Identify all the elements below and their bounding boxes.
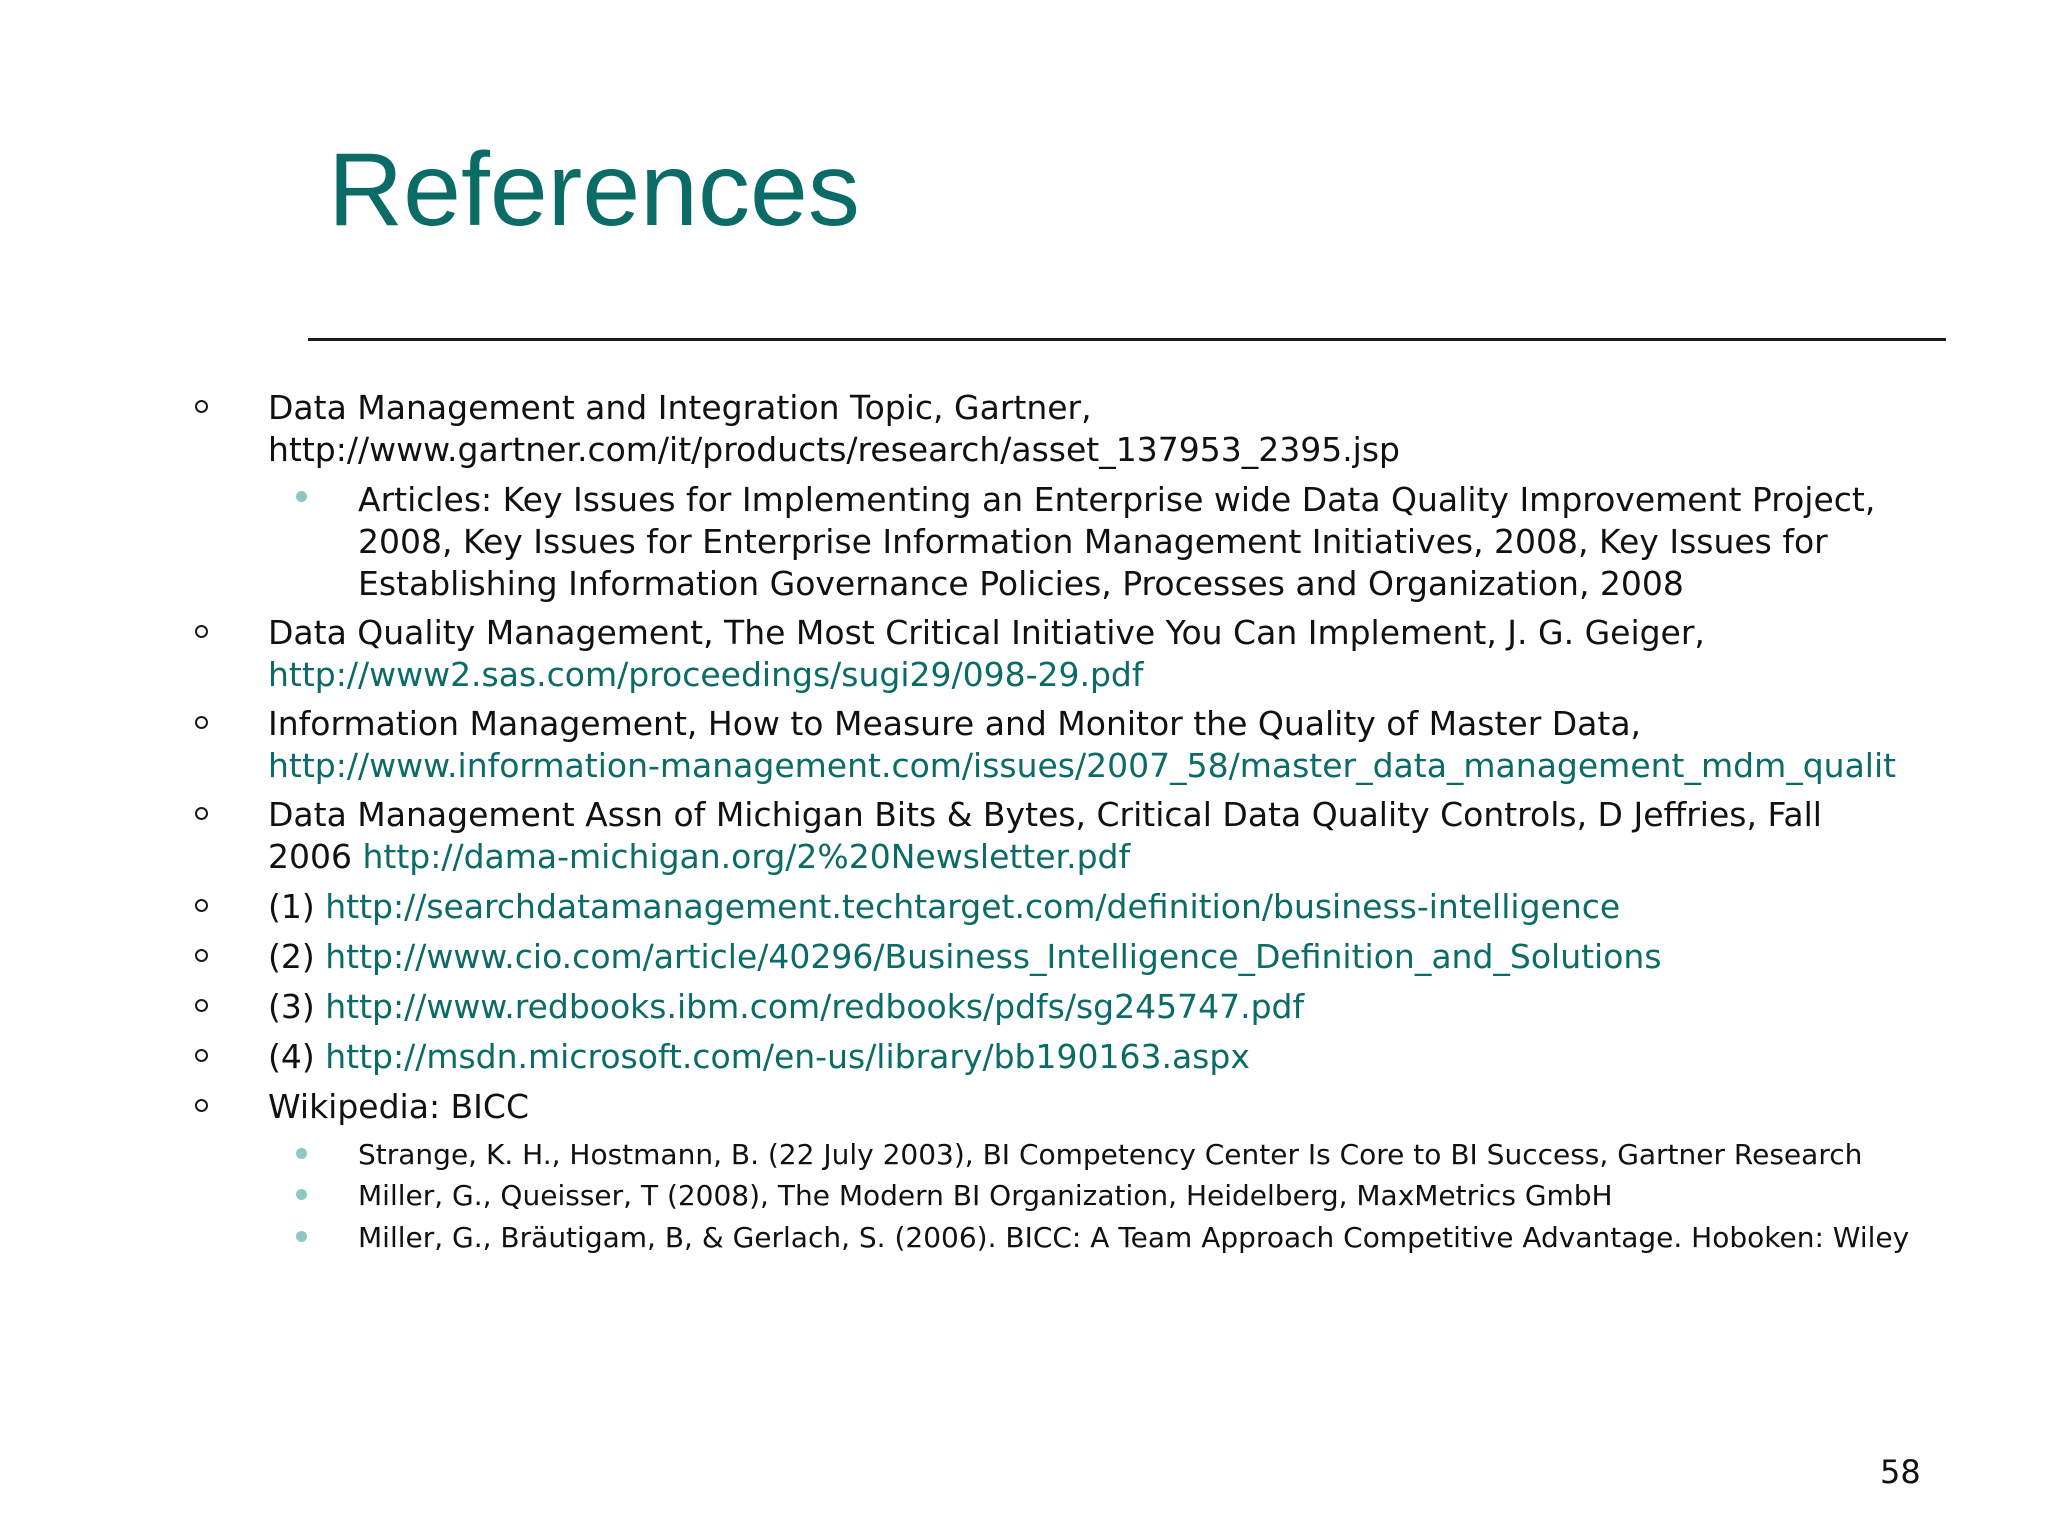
reference-6-line [268,936,1662,978]
reference-7-line [268,986,1304,1028]
ring-bullet-icon [195,625,208,638]
reference-1-articles-line-3: Establishing Information Governance Policies, Processes and Organization, 2008 [358,564,1684,603]
reference-9-sub-3: Miller, G., Bräutigam, B, & Gerlach, S. (2006). BICC: A Team Approach Competitive Advantage. Hoboken: Wiley [358,1221,1910,1254]
reference-5-line [268,886,1620,928]
reference-1-articles-line-1: Articles: Key Issues for Implementing an Enterprise wide Data Quality Improvement Project, [358,480,1876,519]
reference-1-line-1: Data Management and Integration Topic, Gartner, [268,388,1092,427]
dot-bullet-icon [296,1231,307,1242]
reference-2-line-2 [268,654,1143,696]
reference-2-link[interactable]: http://www2.sas.com/proceedings/sugi29/098-29.pdf [268,655,1144,694]
reference-1-line-2: http://www.gartner.com/it/products/research/asset_137953_2395.jsp [268,430,1400,469]
reference-9-sub-2: Miller, G., Queisser, T (2008), The Modern BI Organization, Heidelberg, MaxMetrics GmbH [358,1179,1613,1212]
reference-4-line-2 [268,836,1130,878]
reference-6-link[interactable]: http://www.cio.com/article/40296/Business_Intelligence_Definition_and_Solutions [325,937,1662,976]
dot-bullet-icon [296,1148,307,1159]
reference-3-link[interactable]: http://www.information-management.com/issues/2007_58/master_data_management_mdm_qualit [268,746,1897,785]
slide-title: References [328,132,860,248]
reference-7-link[interactable]: http://www.redbooks.ibm.com/redbooks/pdfs/sg245747.pdf [325,987,1305,1026]
reference-8-number: (4) [268,1037,326,1076]
ring-bullet-icon [195,899,208,912]
reference-6-number: (2) [268,937,326,976]
reference-4-year: 2006 [268,837,363,876]
page-number: 58 [1880,1453,1921,1491]
ring-bullet-icon [195,400,208,413]
ring-bullet-icon [195,716,208,729]
reference-5-number: (1) [268,887,326,926]
dot-bullet-icon [296,1189,307,1200]
ring-bullet-icon [195,1049,208,1062]
reference-9-sub-1: Strange, K. H., Hostmann, B. (22 July 2003), BI Competency Center Is Core to BI Success, Gartner Research [358,1138,1863,1171]
reference-2-line-1: Data Quality Management, The Most Critical Initiative You Can Implement, J. G. Geiger, [268,613,1705,652]
reference-4-line-1: Data Management Assn of Michigan Bits & Bytes, Critical Data Quality Controls, D Jeffries, Fall [268,795,1822,834]
ring-bullet-icon [195,949,208,962]
reference-8-link[interactable]: http://msdn.microsoft.com/en-us/library/bb190163.aspx [325,1037,1250,1076]
reference-1-articles-line-2: 2008, Key Issues for Enterprise Information Management Initiatives, 2008, Key Issues for [358,522,1828,561]
reference-5-link[interactable]: http://searchdatamanagement.techtarget.com/definition/business-intelligence [325,887,1621,926]
reference-3-line-1: Information Management, How to Measure and Monitor the Quality of Master Data, [268,704,1642,743]
reference-4-link[interactable]: http://dama-michigan.org/2%20Newsletter.pdf [362,837,1131,876]
ring-bullet-icon [195,999,208,1012]
reference-9-line: Wikipedia: BICC [268,1087,530,1126]
reference-3-line-2 [268,745,1988,787]
dot-bullet-icon [296,491,307,502]
reference-8-line [268,1036,1250,1078]
ring-bullet-icon [195,807,208,820]
ring-bullet-icon [195,1099,208,1112]
reference-7-number: (3) [268,987,326,1026]
